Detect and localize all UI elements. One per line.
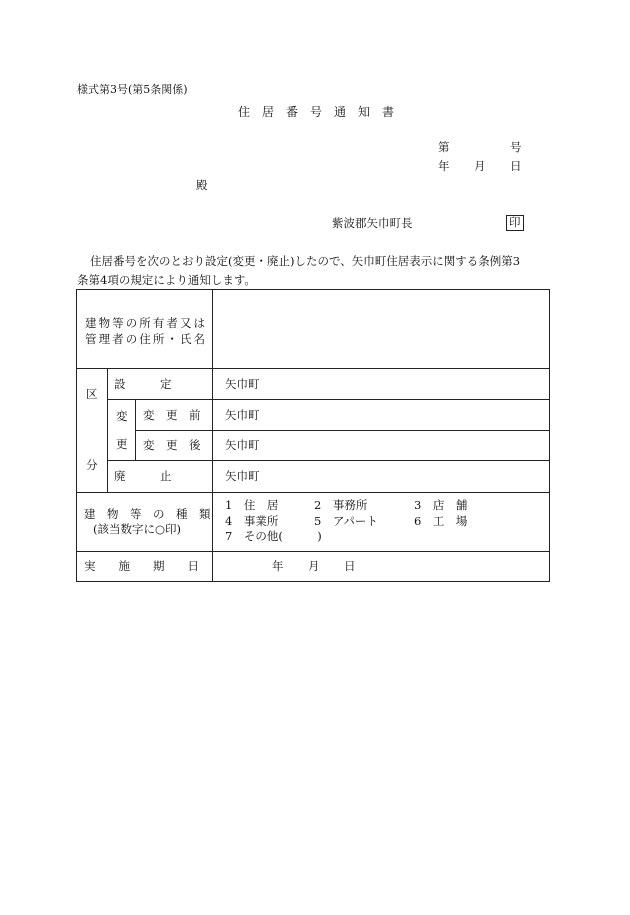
henko-go-label: 変 更 後 [143, 438, 201, 452]
haishi-label: 廃 止 [114, 469, 172, 483]
implementation-date-label: 実 施 期 日 [84, 559, 199, 573]
henko-mae-town: 矢巾町 [225, 408, 260, 422]
henko-mae-label: 変 更 前 [143, 408, 201, 422]
building-type-option-1: 1 住 居 [225, 498, 279, 512]
building-type-option-3: 3 店 舗 [414, 498, 468, 512]
row-divider [135, 430, 549, 431]
building-type-option-7: 7 その他( ) [225, 529, 322, 543]
date-year: 年 [438, 159, 450, 173]
row-divider [77, 492, 549, 493]
implementation-year: 年 [272, 559, 284, 573]
building-type-option-4: 4 事業所 [225, 514, 279, 528]
building-type-label: 建 物 等 の 種 類 [84, 507, 211, 521]
henko-label-hen: 変 [116, 409, 128, 423]
building-type-option-2: 2 事務所 [314, 498, 368, 512]
settei-town: 矢巾町 [225, 377, 260, 391]
issuer: 紫波郡矢巾町長 [332, 216, 413, 230]
building-type-option-6: 6 工 場 [414, 514, 468, 528]
body-text-line2: 条第4項の規定により通知します。 [77, 273, 256, 287]
owner-label-line1: 建 物 等 の 所 有 者 又 は [85, 316, 205, 330]
section-label-ku: 区 [86, 387, 98, 401]
henko-go-town: 矢巾町 [225, 438, 260, 452]
building-type-option-5: 5 アパート [314, 514, 378, 528]
implementation-day: 日 [344, 559, 356, 573]
seal-mark: 印 [506, 215, 524, 231]
henko-label-kou: 更 [116, 437, 128, 451]
building-type-note: (該当数字に○印) [93, 522, 182, 536]
date-month: 月 [474, 159, 486, 173]
haishi-town: 矢巾町 [225, 469, 260, 483]
row-divider [107, 399, 549, 400]
body-text-line1: 住居番号を次のとおり設定(変更・廃止)したので、矢巾町住居表示に関する条例第3 [90, 254, 521, 268]
notification-form-table [76, 289, 550, 582]
implementation-month: 月 [308, 559, 320, 573]
owner-label-line2: 管 理 者 の 住 所 ・ 氏 名 [85, 332, 205, 346]
column-divider [107, 368, 108, 492]
section-label-bun: 分 [86, 458, 98, 472]
column-divider [212, 290, 213, 581]
document-title: 住 居 番 号 通 知 書 [238, 105, 395, 119]
row-divider [107, 460, 549, 461]
date-day: 日 [510, 159, 522, 173]
number-dai: 第 [438, 140, 450, 154]
number-go: 号 [510, 140, 522, 154]
addressee-suffix: 殿 [196, 178, 208, 192]
settei-label: 設 定 [114, 377, 172, 391]
column-divider [135, 399, 136, 460]
row-divider [77, 368, 549, 369]
row-divider [77, 551, 549, 552]
form-id: 様式第3号(第5条関係) [77, 83, 188, 96]
